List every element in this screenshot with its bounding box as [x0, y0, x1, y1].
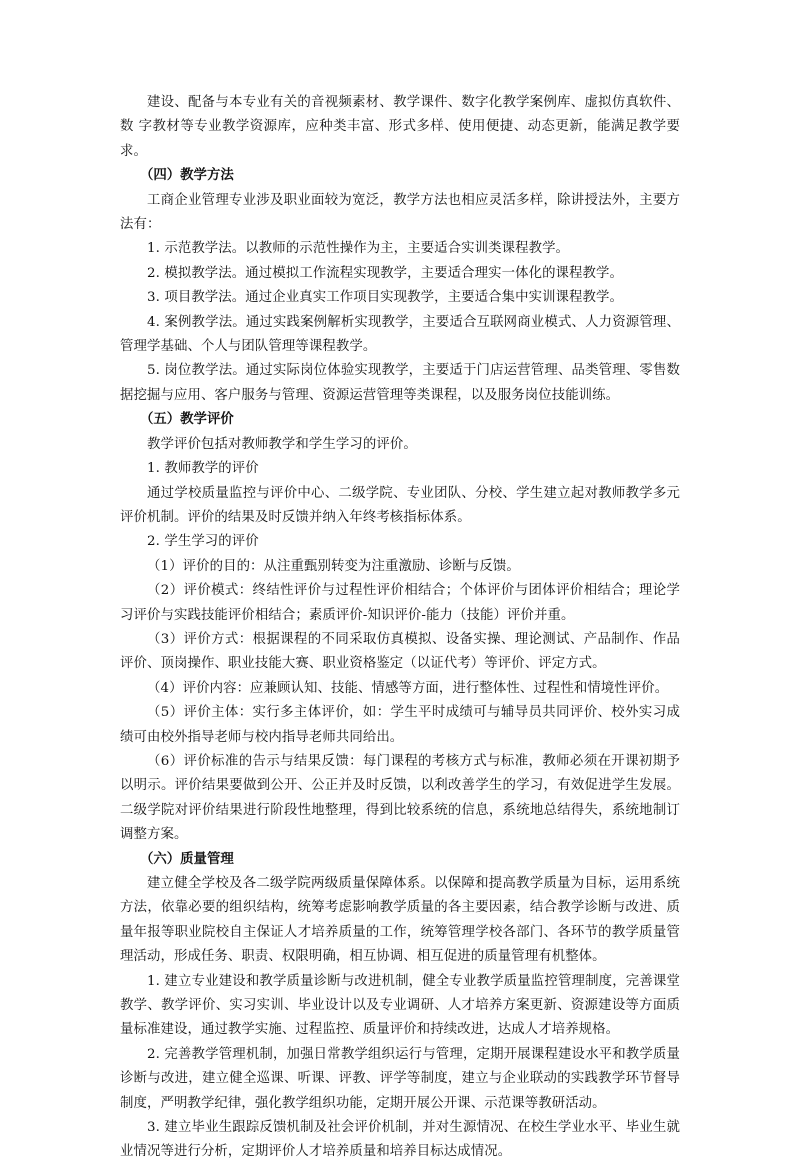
- heading-teaching-methods: （四）教学方法: [140, 168, 234, 184]
- heading-teaching-evaluation: （五）教学评价: [140, 412, 234, 428]
- list-item-quality-1: 1. 建立专业建设和教学质量诊断与改进机制，健全专业教学质量监控管理制度，完善课堂教学、教学评价、实习实训、毕业设计以及专业调研、人才培养方案更新、资源建设等方面质量标准建设，通过教学实施、过程监控、质量评价和持续改进，达成人才培养规格。: [120, 973, 680, 1038]
- list-item-eval-method: （3）评价方式：根据课程的不同采取仿真模拟、设备实操、理论测试、产品制作、作品评价、顶岗操作、职业技能大赛、职业资格鉴定（以证代考）等评价、评定方式。: [120, 631, 680, 672]
- list-item-quality-2: 2. 完善教学管理机制，加强日常教学组织运行与管理，定期开展课程建设水平和教学质量诊断与改进，建立健全巡课、听课、评教、评学等制度，建立与企业联动的实践教学环节督导制度，严明教学纪律，强化教学组织功能，定期开展公开课、示范课等教研活动。: [120, 1046, 680, 1111]
- list-item-eval-standard: （6）评价标准的告示与结果反馈：每门课程的考核方式与标准，教师必须在开课初期予以明示。评价结果要做到公开、公正并及时反馈，以利改善学生的学习，有效促进学生发展。二级学院对评价结果进行阶段性地整理，得到比较系统的信息，系统地总结得失，系统地制订调整方案。: [120, 753, 680, 843]
- list-item-eval-content: （4）评价内容：应兼顾认知、技能、情感等方面，进行整体性、过程性和情境性评价。: [147, 680, 669, 696]
- subheading-student-evaluation: 2. 学生学习的评价: [147, 534, 259, 550]
- paragraph-teacher-evaluation: 通过学校质量监控与评价中心、二级学院、专业团队、分校、学生建立起对教师教学多元评价机制。评价的结果及时反馈并纳入年终考核指标体系。: [120, 485, 680, 525]
- list-item-case: 4. 案例教学法。通过实践案例解析实现教学，主要适合互联网商业模式、人力资源管理、管理学基础、个人与团队管理等课程教学。: [120, 314, 680, 355]
- list-item-simulation: 2. 模拟教学法。通过模拟工作流程实现教学，主要适合理实一体化的课程教学。: [147, 265, 624, 281]
- list-item-quality-3: 3. 建立毕业生跟踪反馈机制及社会评价机制，并对生源情况、在校生学业水平、毕业生就业情况等进行分析，定期评价人才培养质量和培养目标达成情况。: [120, 1120, 680, 1160]
- list-item-eval-purpose: （1）评价的目的：从注重甄别转变为注重激励、诊断与反馈。: [147, 558, 520, 574]
- heading-quality-management: （六）质量管理: [140, 851, 234, 867]
- page-content: [120, 91, 680, 1165]
- paragraph-resources: 建设、配备与本专业有关的音视频素材、教学课件、数字化教学案例库、虚拟仿真软件、数 字教材等专业教学资源库，应种类丰富、形式多样、使用便捷、动态更新，能满足教学要求。: [120, 95, 680, 159]
- subheading-teacher-evaluation: 1. 教师教学的评价: [147, 461, 259, 477]
- paragraph-evaluation-intro: 教学评价包括对教师教学和学生学习的评价。: [147, 436, 417, 452]
- paragraph-quality-intro: 建立健全学校及各二级学院两级质量保障体系。以保障和提高教学质量为目标，运用系统方法，依靠必要的组织结构，统筹考虑影响教学质量的各主要因素，结合教学诊断与改进、质量年报等职业院校自主保证人才培养质量的工作，统筹管理学校各部门、各环节的教学质量管理活动，形成任务、职责、权限明确，相互协调、相互促进的质量管理有机整体。: [120, 876, 680, 965]
- list-item-post: 5. 岗位教学法。通过实际岗位体验实现教学，主要适于门店运营管理、品类管理、零售数据挖掘与应用、客户服务与管理、资源运营管理等类课程，以及服务岗位技能训练。: [120, 363, 680, 403]
- list-item-eval-mode: （2）评价模式：终结性评价与过程性评价相结合；个体评价与团体评价相结合；理论学习评价与实践技能评价相结合；素质评价-知识评价-能力（技能）评价并重。: [120, 583, 680, 623]
- paragraph-methods-intro: 工商企业管理专业涉及职业面较为宽泛，教学方法也相应灵活多样，除讲授法外，主要方法有：: [120, 192, 680, 233]
- list-item-project: 3. 项目教学法。通过企业真实工作项目实现教学，主要适合集中实训课程教学。: [147, 290, 624, 306]
- list-item-demonstration: 1. 示范教学法。以教师的示范性操作为主，主要适合实训类课程教学。: [147, 241, 570, 257]
- list-item-eval-subject: （5）评价主体：实行多主体评价，如：学生平时成绩可与辅导员共同评价、校外实习成绩可由校外指导老师与校内指导老师共同给出。: [120, 705, 680, 745]
